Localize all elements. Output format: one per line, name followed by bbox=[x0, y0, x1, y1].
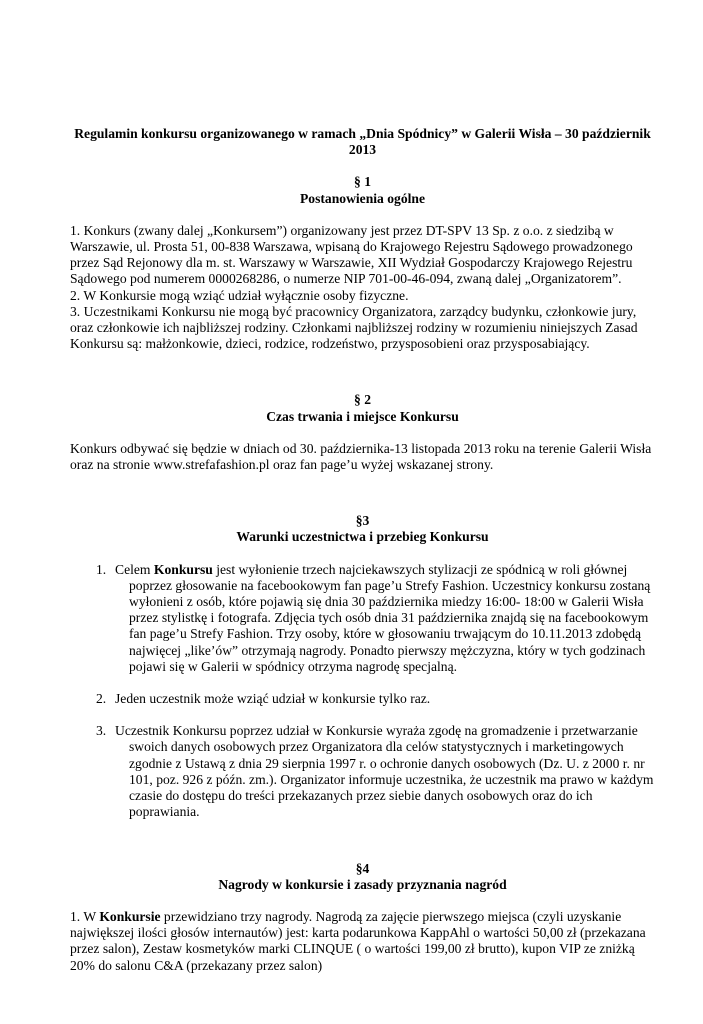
section-4-prefix: 1. W bbox=[70, 908, 100, 924]
document-page bbox=[70, 126, 655, 974]
item-3-text: Uczestnik Konkursu poprzez udział w Konkursie wyraża zgodę na gromadzenie i przetwarzanie swoich danych osobowych przez Organizatora dla celów statystycznych i marketingowych zgodnie z Ustawą z dnia 29 sierpnia 1997 r. o ochronie danych osobowych (Dz. U. z 2000 r. nr 101, poz. 926 z późn. zm.). Organizator informuje uczestnika, że uczestnik ma prawo w każdym czasie do dostępu do treści przekazanych przez siebie danych osobowych oraz do ich poprawiania. bbox=[115, 723, 654, 820]
item-2-text: Jeden uczestnik może wziąć udział w konkursie tylko raz. bbox=[115, 691, 431, 707]
section-1-heading: Postanowienia ogólne bbox=[300, 190, 425, 206]
section-4-text: przewidziano trzy nagrody. Nagrodą za zajęcie pierwszego miejsca (czyli uzyskanie największej ilości głosów internautów) jest: karta podarunkowa KappAhl o wartości 50,00 zł (przekazana przez salon), Zestaw kosmetyków marki CLINQUE ( o wartości 199,00 zł brutto), kupon VIP ze zniżką 20% do salonu C&A (przekazany przez salon) bbox=[70, 908, 646, 973]
section-3-number: §3 bbox=[355, 513, 370, 529]
section-1-paragraph-2: 2. W Konkursie mogą wziąć udział wyłącznie osoby fizyczne. bbox=[70, 287, 409, 303]
section-3-item-2 bbox=[70, 691, 655, 707]
list-number: 3. bbox=[96, 723, 107, 739]
section-2-paragraph-1: Konkurs odbywać się będzie w dniach od 30. października-13 listopada 2013 roku na terenie Galerii Wisła oraz na stronie www.strefafashion.pl oraz fan page’u wyżej wskazanej strony. bbox=[70, 440, 652, 473]
section-4-number: §4 bbox=[355, 860, 370, 876]
section-2-heading: Czas trwania i miejsce Konkursu bbox=[266, 408, 459, 424]
list-number: 2. bbox=[96, 691, 107, 707]
section-4-bold-term: Konkursie bbox=[99, 908, 161, 924]
item-1-bold-term: Konkursu bbox=[153, 561, 213, 577]
item-1-prefix: Celem bbox=[115, 561, 154, 577]
section-1-paragraph-1: 1. Konkurs (zwany dalej „Konkursem”) organizowany jest przez DT-SPV 13 Sp. z o.o. z siedzibą w Warszawie, ul. Prosta 51, 00-838 Warszawa, wpisaną do Krajowego Rejestru Sądowego prowadzonego przez Sąd Rejonowy dla m. st. Warszawy w Warszawie, XII Wydział Gospodarczy Krajowego Rejestru Sądowego pod numerem 0000268286, o numerze NIP 701-00-46-094, zwaną dalej „Organizatorem”. bbox=[70, 222, 633, 287]
section-3-item-3 bbox=[70, 723, 655, 820]
section-1-paragraph-3: 3. Uczestnikami Konkursu nie mogą być pracownicy Organizatora, zarządcy budynku, członkowie jury, oraz członkowie ich najbliższej rodziny. Członkami najbliższej rodziny w rozumieniu niniejszych Zasad Konkursu są: małżonkowie, dzieci, rodzice, rodzeństwo, przysposobieni oraz przysposabiający. bbox=[70, 303, 638, 352]
list-number: 1. bbox=[96, 561, 107, 577]
section-3-heading: Warunki uczestnictwa i przebieg Konkursu bbox=[236, 529, 489, 545]
item-1-text: jest wyłonienie trzech najciekawszych stylizacji ze spódnicą w roli głównej poprzez głosowanie na facebookowym fan page’u Strefy Fashion. Uczestnicy konkursu zostaną wyłonieni z osób, które pojawią się dnia 30 października miedzy 16:00- 18:00 w Galerii Wisła przez stylistkę i fotografa. Zdjęcia tych osób dnia 31 października znajdą się na facebookowym fan page’u Strefy Fashion. Trzy osoby, które w głosowaniu trwającym do 10.11.2013 zdobędą najwięcej „like’ów” otrzymają nagrody. Ponadto pierwszy mężczyzna, który w tych godzinach pojawi się w Galerii w spódnicy otrzyma nagrodę specjalną. bbox=[129, 561, 651, 674]
section-1-number: § 1 bbox=[354, 174, 371, 190]
section-4-paragraph-1 bbox=[70, 909, 655, 974]
section-2-number: § 2 bbox=[354, 392, 371, 408]
section-3-item-1 bbox=[70, 562, 655, 675]
document-title: Regulamin konkursu organizowanego w ramach „Dnia Spódnicy” w Galerii Wisła – 30 październik 2013 bbox=[74, 126, 651, 158]
section-4-heading: Nagrody w konkursie i zasady przyznania nagród bbox=[218, 876, 507, 892]
